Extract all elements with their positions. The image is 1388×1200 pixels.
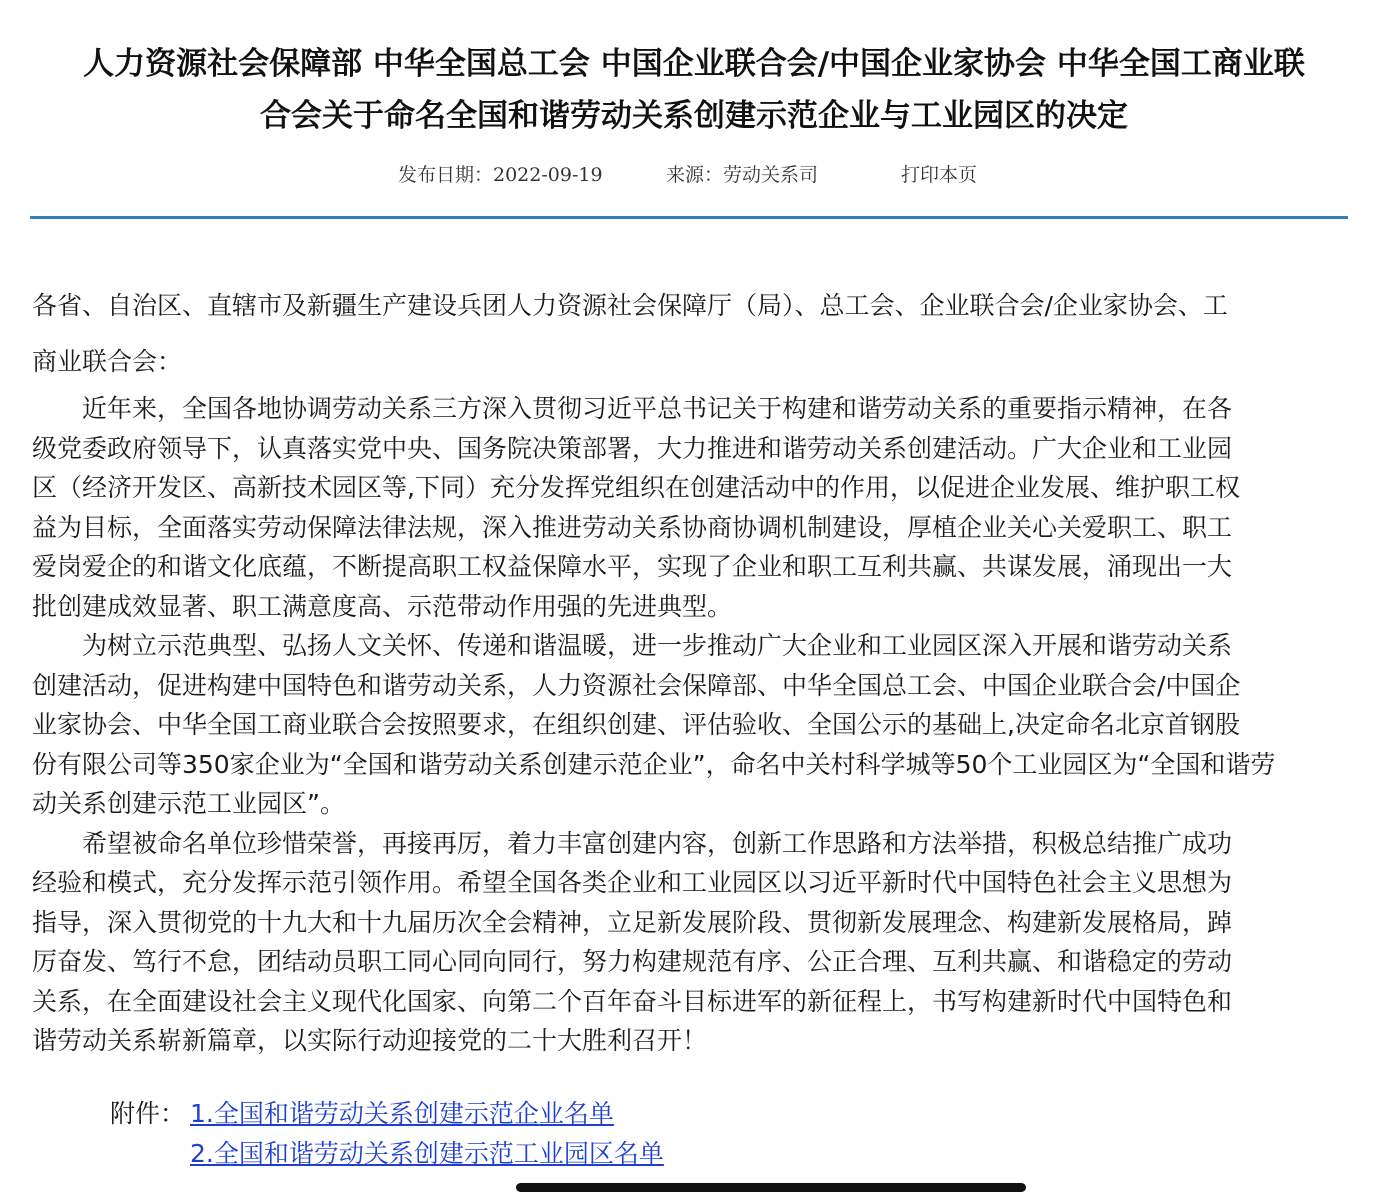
body-line: 区（经济开发区、高新技术园区等,下同）充分发挥党组织在创建活动中的作用，以促进企业发展、维护职工权 <box>32 473 1240 502</box>
body-line: 近年来，全国各地协调劳动关系三方深入贯彻习近平总书记关于构建和谐劳动关系的重要指示精神，在各 <box>82 394 1233 423</box>
body-line: 益为目标，全面落实劳动保障法律法规，深入推进劳动关系协商协调机制建设，厚植企业关心关爱职工、职工 <box>32 512 1233 542</box>
attachment-link-enterprises[interactable]: 1.全国和谐劳动关系创建示范企业名单 <box>190 1099 614 1128</box>
title-line-1: 人力资源社会保障部 中华全国总工会 中国企业联合会/中国企业家协会 中华全国工商业联 <box>83 46 1305 82</box>
publish-date: 发布日期：2022-09-19 <box>398 164 603 186</box>
body-line: 级党委政府领导下，认真落实党中央、国务院决策部署，大力推进和谐劳动关系创建活动。广大企业和工业园 <box>32 433 1233 463</box>
body-line: 希望被命名单位珍惜荣誉，再接再厉，着力丰富创建内容，创新工作思路和方法举措，积极总结推广成功 <box>82 828 1233 858</box>
body-line: 创建活动，促进构建中国特色和谐劳动关系，人力资源社会保障部、中华全国总工会、中国企业联合会/中国企 <box>32 670 1241 700</box>
body-line: 谐劳动关系崭新篇章，以实际行动迎接党的二十大胜利召开！ <box>32 1026 708 1055</box>
body-line: 批创建成效显著、职工满意度高、示范带动作用强的先进典型。 <box>32 591 733 621</box>
home-indicator[interactable] <box>516 1183 1026 1192</box>
source: 来源：劳动关系司 <box>666 164 819 186</box>
body-line: 动关系创建示范工业园区”。 <box>32 789 345 818</box>
article-body <box>32 389 1342 1061</box>
salutation <box>32 278 1342 390</box>
header-divider <box>30 216 1348 219</box>
body-line: 关系，在全面建设社会主义现代化国家、向第二个百年奋斗目标进军的新征程上，书写构建新时代中国特色和 <box>32 986 1233 1016</box>
body-line: 厉奋发、笃行不怠，团结动员职工同心同向同行，努力构建规范有序、公正合理、互利共赢、和谐稳定的劳动 <box>32 947 1233 976</box>
salutation-line: 商业联合会： <box>32 347 183 376</box>
body-line: 为树立示范典型、弘扬人文关怀、传递和谐温暖，进一步推动广大企业和工业园区深入开展和谐劳动关系 <box>82 631 1233 660</box>
body-line: 份有限公司等350家企业为“全国和谐劳动关系创建示范企业”，命名中关村科学城等50个工业园区为“全国和谐劳 <box>32 749 1276 779</box>
page-title <box>30 38 1358 142</box>
body-line: 经验和模式，充分发挥示范引领作用。希望全国各类企业和工业园区以习近平新时代中国特色社会主义思想为 <box>32 868 1233 897</box>
title-line-2: 合会关于命名全国和谐劳动关系创建示范企业与工业园区的决定 <box>260 98 1128 134</box>
body-line: 指导，深入贯彻党的十九大和十九届历次全会精神，立足新发展阶段、贯彻新发展理念、构建新发展格局，踔 <box>32 907 1233 937</box>
body-line: 爱岗爱企的和谐文化底蕴，不断提高职工权益保障水平，实现了企业和职工互利共赢、共谋发展，涌现出一大 <box>32 552 1233 581</box>
print-page-link[interactable]: 打印本页 <box>901 164 978 186</box>
article-meta <box>0 160 1388 190</box>
salutation-line: 各省、自治区、直辖市及新疆生产建设兵团人力资源社会保障厅（局）、总工会、企业联合会/企业家协会、工 <box>32 291 1228 320</box>
body-line: 业家协会、中华全国工商业联合会按照要求，在组织创建、评估验收、全国公示的基础上,决定命名北京首钢股 <box>32 710 1240 739</box>
attachment-link-industrial-parks[interactable]: 2.全国和谐劳动关系创建示范工业园区名单 <box>190 1139 664 1168</box>
attachments-label: 附件： <box>110 1099 186 1128</box>
